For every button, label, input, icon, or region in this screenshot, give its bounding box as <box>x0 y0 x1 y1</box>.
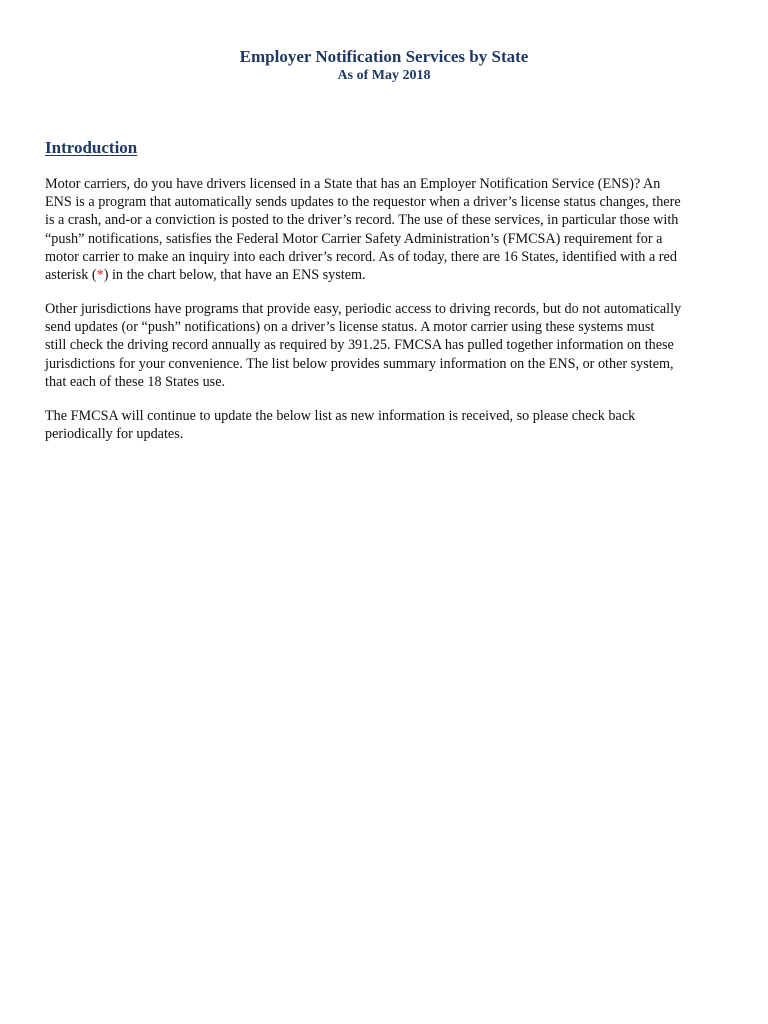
red-asterisk: * <box>96 267 104 284</box>
intro-paragraph-3 <box>45 407 730 443</box>
paragraph-line: ENS is a program that automatically sends updates to the requestor when a driver’s license status changes, there <box>45 194 681 211</box>
paragraph-line: still check the driving record annually as required by 391.25. FMCSA has pulled together information on these <box>45 337 674 354</box>
paragraph-line: The FMCSA will continue to update the below list as new information is received, so please check back <box>45 408 636 424</box>
paragraph-text: asterisk ( <box>45 267 97 284</box>
paragraph-text: ) in the chart below, that have an ENS system. <box>103 267 366 284</box>
paragraph-line: jurisdictions for your convenience. The list below provides summary information on the ENS, or other system, <box>45 355 674 372</box>
paragraph-line: “push” notifications, satisfies the Federal Motor Carrier Safety Administration’s (FMCSA) requirement for a <box>45 230 663 247</box>
paragraph-line: motor carrier to make an inquiry into each driver’s record. As of today, there are 16 States, identified with a red <box>45 248 677 265</box>
paragraph-line: periodically for updates. <box>45 426 184 443</box>
document-subtitle: As of May 2018 <box>337 68 431 83</box>
paragraph-line: Other jurisdictions have programs that provide easy, periodic access to driving records, but do not automatically <box>45 301 682 317</box>
paragraph-line: send updates (or “push” notifications) on a driver’s license status. A motor carrier using these systems must <box>45 319 655 336</box>
paragraph-line: is a crash, and-or a conviction is posted to the driver’s record. The use of these services, in particular those with <box>45 212 679 229</box>
paragraph-line: Motor carriers, do you have drivers licensed in a State that has an Employer Notification Service (ENS)? An <box>45 176 661 192</box>
document-title: Employer Notification Services by State <box>239 47 529 66</box>
intro-paragraph-2 <box>45 300 730 391</box>
intro-paragraph-1 <box>45 175 730 284</box>
paragraph-line: that each of these 18 States use. <box>45 373 226 390</box>
paragraph-line-with-asterisk <box>45 266 730 284</box>
section-heading-introduction: Introduction <box>45 138 138 157</box>
